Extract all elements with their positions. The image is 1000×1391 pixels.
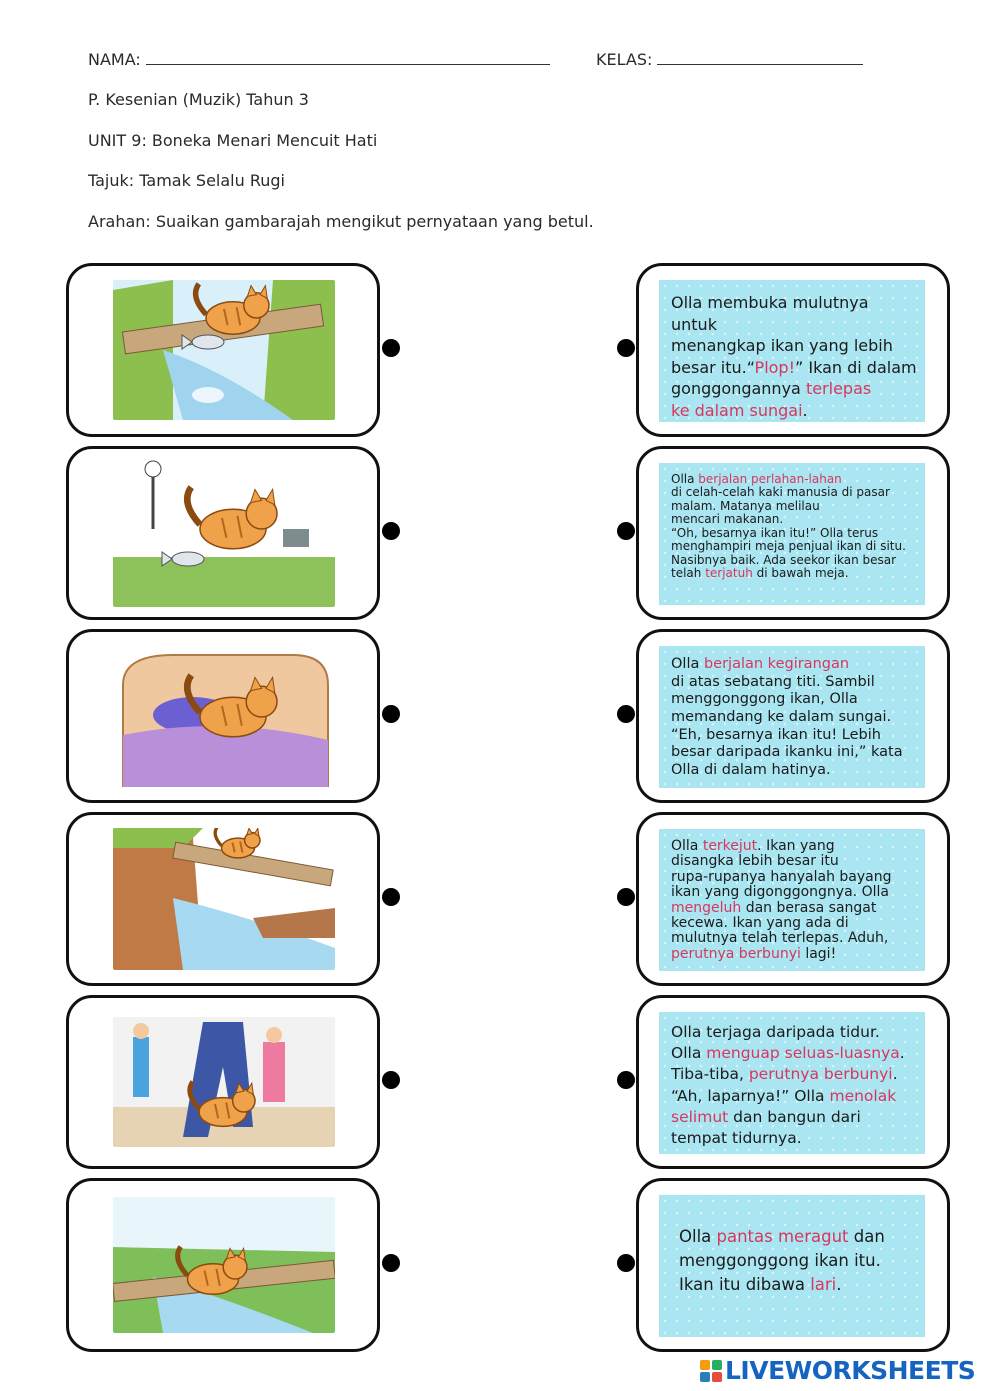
statement-text	[671, 473, 917, 581]
text-segment: Olla terjaga daripada tidur. Olla	[671, 1023, 880, 1063]
highlighted-phrase: menguap seluas-luasnya	[706, 1044, 900, 1063]
name-field	[88, 50, 550, 69]
text-segment: . Ikan yang disangka lebih besar itu rupa-rupanya hanyalah bayang ikan yang digonggongnya. Olla	[671, 838, 892, 901]
statement-text-box	[659, 1012, 925, 1154]
unit-line: UNIT 9: Boneka Menari Mencuit Hati	[88, 131, 378, 150]
statement-card	[636, 629, 950, 803]
text-segment: .	[802, 400, 808, 420]
highlighted-phrase: perutnya berbunyi	[671, 945, 801, 962]
highlighted-phrase: mengeluh	[671, 899, 742, 916]
scene-illustration	[113, 1197, 335, 1333]
text-segment: Olla	[671, 838, 703, 854]
text-segment: Olla	[671, 656, 704, 672]
picture-card	[66, 446, 380, 620]
name-blank[interactable]	[146, 50, 550, 65]
text-segment: di atas sebatang titi. Sambil menggonggong ikan, Olla memandang ke dalam sungai. “Eh, besarnya ikan itu! Lebih besar daripada ikanku ini,” kata Olla di dalam hatinya.	[671, 673, 903, 779]
text-segment: ” Ikan di dalam gonggongannya	[671, 357, 917, 399]
highlighted-phrase: terkejut	[702, 838, 758, 854]
picture-card	[66, 1178, 380, 1352]
statement-text	[679, 1225, 917, 1297]
match-dot-left[interactable]	[382, 888, 400, 906]
text-segment: dan menggonggong ikan itu. Ikan itu dibawa	[679, 1227, 885, 1294]
picture-card	[66, 995, 380, 1169]
scene-illustration	[113, 645, 335, 787]
statement-text-box	[659, 280, 925, 422]
match-dot-right[interactable]	[617, 339, 635, 357]
match-dot-left[interactable]	[382, 705, 400, 723]
match-dot-right[interactable]	[617, 888, 635, 906]
scene-illustration	[113, 280, 335, 420]
statement-text	[671, 1022, 917, 1149]
class-blank[interactable]	[657, 50, 863, 65]
highlighted-phrase: menolak selimut	[671, 1086, 897, 1126]
scene-illustration	[113, 1017, 335, 1147]
picture-card	[66, 263, 380, 437]
statement-card	[636, 995, 950, 1169]
instruction-line: Arahan: Suaikan gambarajah mengikut pernyataan yang betul.	[88, 212, 594, 231]
statement-card	[636, 1178, 950, 1352]
statement-text-box	[659, 829, 925, 971]
highlighted-phrase: Plop!	[754, 357, 795, 377]
match-dot-right[interactable]	[617, 705, 635, 723]
scene-illustration	[113, 459, 335, 607]
text-segment: .	[836, 1274, 842, 1294]
liveworksheets-icon	[700, 1360, 722, 1382]
text-segment: . Tiba-tiba,	[671, 1044, 905, 1084]
class-field	[596, 50, 863, 69]
picture-card	[66, 629, 380, 803]
subject-line: P. Kesenian (Muzik) Tahun 3	[88, 90, 309, 109]
match-dot-right[interactable]	[617, 1071, 635, 1089]
statement-card	[636, 263, 950, 437]
statement-text-box	[659, 463, 925, 605]
match-dot-left[interactable]	[382, 1254, 400, 1272]
highlighted-phrase: berjalan kegirangan	[703, 656, 850, 672]
class-label: KELAS:	[596, 50, 653, 69]
title-line: Tajuk: Tamak Selalu Rugi	[88, 171, 285, 190]
brand-name: LIVEWORKSHEETS	[725, 1356, 976, 1385]
text-segment: dan bangun dari tempat tidurnya.	[671, 1107, 861, 1148]
statement-text	[671, 292, 917, 422]
text-segment: di bawah meja.	[752, 566, 849, 581]
scene-illustration	[113, 828, 335, 970]
match-dot-right[interactable]	[617, 522, 635, 540]
match-dot-left[interactable]	[382, 1071, 400, 1089]
text-segment: Olla	[671, 472, 699, 486]
statement-text	[671, 839, 917, 962]
picture-card	[66, 812, 380, 986]
statement-text-box	[659, 1195, 925, 1337]
highlighted-phrase: terjatuh	[705, 566, 753, 581]
text-segment: lagi!	[800, 945, 837, 962]
text-segment: di celah-celah kaki manusia di pasar malam. Matanya melilau mencari makanan. “Oh, besarnya ikan itu!” Olla terus menghampiri meja penjual ikan di situ. Nasibnya baik. Ada seekor ikan besar telah	[671, 485, 906, 581]
match-dot-left[interactable]	[382, 522, 400, 540]
text-segment: Olla membuka mulutnya untuk menangkap ikan yang lebih besar itu.“	[671, 293, 893, 377]
name-label: NAMA:	[88, 50, 141, 69]
text-segment: Olla	[679, 1227, 717, 1246]
highlighted-phrase: berjalan perlahan-lahan	[698, 472, 842, 486]
highlighted-phrase: lari	[810, 1274, 837, 1294]
statement-card	[636, 812, 950, 986]
statement-card	[636, 446, 950, 620]
highlighted-phrase: terlepas ke dalam sungai	[671, 379, 872, 420]
text-segment: dan berasa sangat kecewa. Ikan yang ada di mulutnya telah terlepas. Aduh,	[671, 899, 889, 947]
match-dot-right[interactable]	[617, 1254, 635, 1272]
highlighted-phrase: pantas meragut	[716, 1227, 849, 1246]
liveworksheets-logo	[700, 1356, 996, 1384]
match-dot-left[interactable]	[382, 339, 400, 357]
highlighted-phrase: perutnya berbunyi	[748, 1065, 893, 1084]
statement-text-box	[659, 646, 925, 788]
text-segment: . “Ah, laparnya!” Olla	[671, 1065, 898, 1105]
statement-text	[671, 656, 917, 780]
